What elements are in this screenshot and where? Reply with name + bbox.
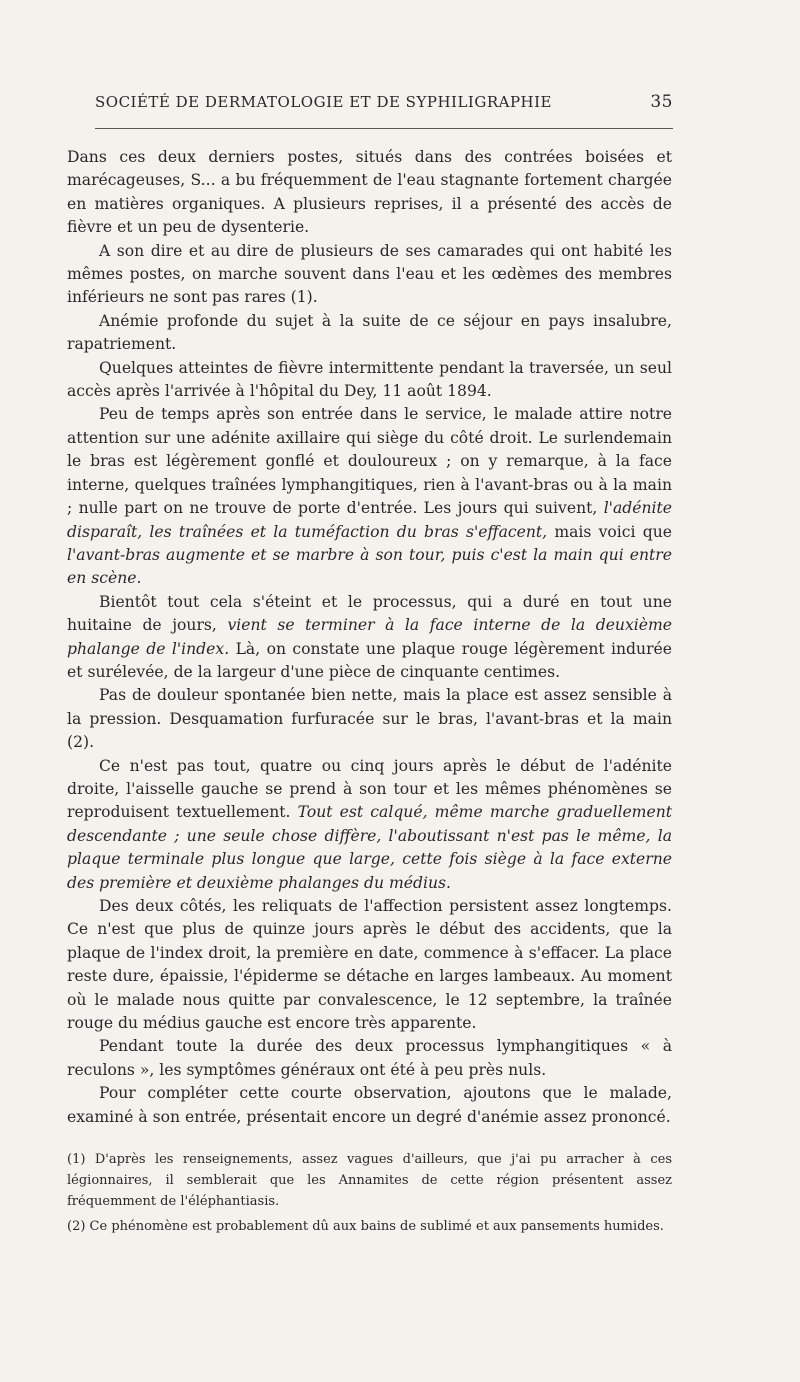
- running-title: SOCIÉTÉ DE DERMATOLOGIE ET DE SYPHILIGRAPHIE: [95, 93, 553, 111]
- running-header: [95, 92, 673, 112]
- paragraph: Peu de temps après son entrée dans le service, le malade attire notre attention sur une adénite axillaire qui siège du côté droit. Le surlendemain le bras est légèrement gonflé et douloureux ; on y remarque, à la face interne, quelques traînées lymphangitiques, rien à l'avant-bras ou à la main ; nulle part on ne trouve de porte d'entrée. Les jours qui suivent, l'adénite disparaît, les traînées et la tuméfaction du bras s'effacent, mais voici que l'avant-bras augmente et se marbre à son tour, puis c'est la main qui entre en scène.: [67, 405, 672, 588]
- italic-passage: Tout est calqué, même marche graduellement descendante ; une seule chose diffère, l'aboutissant n'est pas le même, la plaque terminale plus longue que large, cette fois siège à la face externe des première et deuxième phalanges du médius.: [67, 803, 673, 892]
- footnote-2: (2) Ce phénomène est probablement dû aux bains de sublimé et aux pansements humides.: [67, 1219, 664, 1234]
- italic-passage: vient se terminer à la face interne de la deuxième phalange de l'index.: [67, 616, 672, 658]
- page-number: 35: [650, 92, 673, 112]
- paragraph: Pas de douleur spontanée bien nette, mais la place est assez sensible à la pression. Desquamation furfuracée sur le bras, l'avant-bras et la main (2).: [67, 686, 672, 752]
- paragraph: Bientôt tout cela s'éteint et le processus, qui a duré en tout une huitaine de jours, vient se terminer à la face interne de la deuxième phalange de l'index. Là, on constate une plaque rouge légèrement indurée et surélevée, de la largeur d'une pièce de cinquante centimes.: [67, 592, 672, 681]
- paragraph: Quelques atteintes de fièvre intermittente pendant la traversée, un seul accès après l'arrivée à l'hôpital du Dey, 11 août 1894.: [67, 358, 672, 401]
- paragraph: Pendant toute la durée des deux processus lymphangitiques « à reculons », les symptômes généraux ont été à peu près nuls.: [67, 1037, 672, 1079]
- paragraph: Des deux côtés, les reliquats de l'affection persistent assez longtemps. Ce n'est que plus de quinze jours après le début des accidents, que la plaque de l'index droit, la première en date, commence à s'effacer. La place reste dure, épaissie, l'épiderme se détache en larges lambeaux. Au moment où le malade nous quitte par convalescence, le 12 septembre, la traînée rouge du médius gauche est encore très apparente.: [67, 897, 672, 1033]
- body-text: [67, 146, 672, 1129]
- italic-passage: l'adénite disparaît, les traînées et la tuméfaction du bras s'effacent,: [67, 499, 672, 541]
- footnote-1: (1) D'après les renseignements, assez vagues d'ailleurs, que j'ai pu arracher à ces légionnaires, il semblerait que les Annamites de cette région présentent assez fréquemment de l'éléphantiasis.: [67, 1152, 672, 1209]
- paragraph: A son dire et au dire de plusieurs de ses camarades qui ont habité les mêmes postes, on marche souvent dans l'eau et les œdèmes des membres inférieurs ne sont pas rares (1).: [67, 241, 672, 307]
- paragraph: Anémie profonde du sujet à la suite de ce séjour en pays insalubre, rapatriement.: [67, 311, 672, 354]
- paragraph: Dans ces deux derniers postes, situés dans des contrées boisées et marécageuses, S... a bu fréquemment de l'eau stagnante fortement chargée en matières organiques. A plusieurs reprises, il a présenté des accès de fièvre et un peu de dysenterie.: [67, 148, 672, 237]
- paragraph: Pour compléter cette courte observation, ajoutons que le malade, examiné à son entrée, présentait encore un degré d'anémie assez prononcé.: [67, 1084, 672, 1126]
- paragraph: Ce n'est pas tout, quatre ou cinq jours après le début de l'adénite droite, l'aisselle gauche se prend à son tour et les mêmes phénomènes se reproduisent textuellement. Tout est calqué, même marche graduellement descendante ; une seule chose diffère, l'aboutissant n'est pas le même, la plaque terminale plus longue que large, cette fois siège à la face externe des première et deuxième phalanges du médius.: [67, 756, 673, 892]
- footnotes: [67, 1149, 672, 1241]
- header-rule: [95, 128, 673, 129]
- italic-passage: l'avant-bras augmente et se marbre à son tour, puis c'est la main qui entre en scène.: [67, 545, 672, 588]
